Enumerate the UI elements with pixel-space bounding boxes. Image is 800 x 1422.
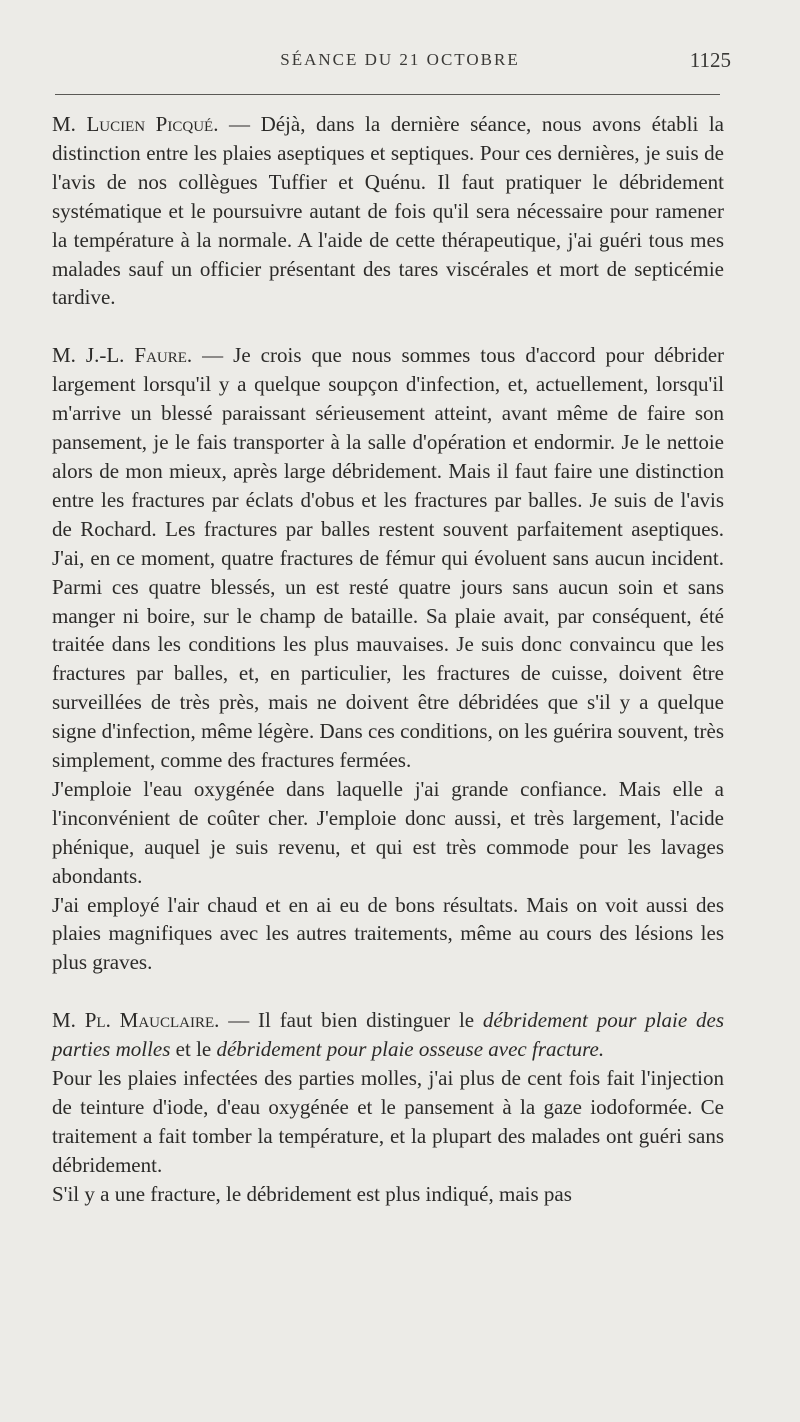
header-rule [55, 94, 720, 95]
paragraph-faure-cont-2: J'ai employé l'air chaud et en ai eu de bons résultats. Mais on voit aussi des plaies magnifiques avec les autres traitements, même au cours des lésions les plus graves. [52, 892, 724, 975]
italic-term: débridement pour plaie des parties molles [52, 1008, 725, 1062]
paragraph-faure-cont-1: J'emploie l'eau oxygénée dans laquelle j'ai grande confiance. Mais elle a l'inconvénient de coûter cher. J'emploie donc aussi, et très largement, l'acide phénique, auquel je suis revenu, et qui est très commode pour les lavages abondants. [52, 776, 724, 888]
body-text [52, 110, 724, 1209]
paragraph-mauclaire-cont-2: S'il y a une fracture, le débridement est plus indiqué, mais pas [52, 1181, 572, 1206]
running-title: SÉANCE DU 21 OCTOBRE [280, 50, 520, 69]
paragraph-text: — Je crois que nous sommes tous d'accord pour débrider largement lorsqu'il y a quelque soupçon d'infection, et, actuellement, lorsqu'il m'arrive un blessé paraissant sérieusement atteint, avant même de faire son pansement, je le fais transporter à la salle d'opération et endormir. Je le nettoie alors de mon mieux, après large débridement. Mais il faut faire une distinction entre les fractures par éclats d'obus et les fractures par balles. Je suis de l'avis de Rochard. Les fractures par balles restent souvent parfaitement aseptiques. J'ai, en ce moment, quatre fractures de fémur qui évoluent sans aucun incident. Parmi ces quatre blessés, un est resté quatre jours sans aucun soin et sans manger ni boire, sur le champ de bataille. Sa plaie avait, par conséquent, été traitée dans les conditions les plus mauvaises. Je suis donc convaincu que les fractures par balles, et, en particulier, les fractures de cuisse, doivent être surveillées de très près, mais ne doivent être débridées que s'il y a quelque signe d'infection, même légère. Dans ces conditions, on les guérira souvent, très simplement, comme des fractures fermées. [52, 343, 725, 773]
paragraph-mauclaire [52, 1006, 724, 1064]
italic-term: débridement pour plaie osseuse avec fracture. [216, 1037, 605, 1062]
paragraph-mauclaire-cont-1: Pour les plaies infectées des parties molles, j'ai plus de cent fois fait l'injection de teinture d'iode, d'eau oxygénée et le pansement à la gaze iodoformée. Ce traitement a fait tomber la température, et la plupart des malades ont guéri sans débridement. [52, 1066, 724, 1177]
page-number: 1125 [689, 48, 731, 72]
paragraph-picque [52, 110, 724, 312]
speaker-faure: M. J.-L. Faure. [52, 343, 193, 368]
speaker-mauclaire: M. Pl. Mauclaire. [52, 1008, 220, 1033]
paragraph-text: et le [170, 1037, 217, 1062]
running-head [55, 50, 745, 78]
paragraph-text: — Il faut bien distinguer le [219, 1008, 483, 1033]
paragraph-gap [52, 977, 724, 1006]
paragraph-text: — Déjà, dans la dernière séance, nous avons établi la distinction entre les plaies aseptiques et septiques. Pour ces dernières, je suis de l'avis de nos collègues Tuffier et Quénu. Il faut pratiquer le débridement systématique et le poursuivre autant de fois qu'il sera nécessaire pour ramener la température à la normale. A l'aide de cette thérapeutique, j'ai guéri tous mes malades sauf un officier présentant des tares viscérales et mort de septicémie tardive. [52, 112, 724, 310]
speaker-picque: M. Lucien Picqué. [52, 112, 219, 136]
paragraph-gap [52, 312, 724, 341]
paragraph-faure [52, 341, 724, 775]
